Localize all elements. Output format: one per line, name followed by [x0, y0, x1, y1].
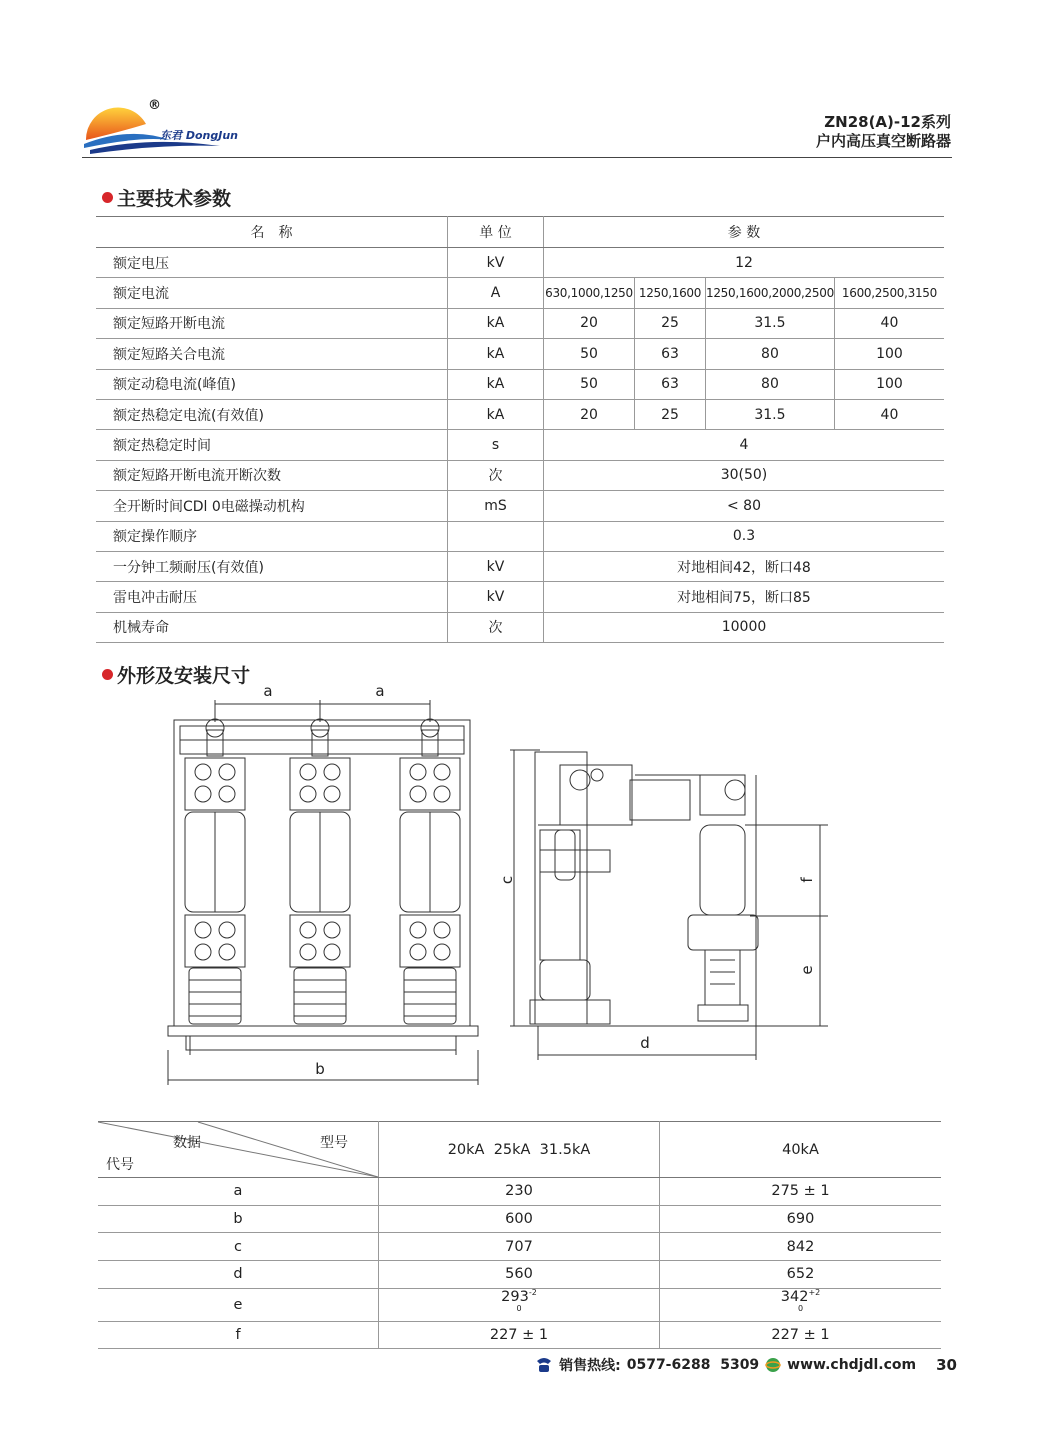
header-col2: 40kA [660, 1122, 942, 1178]
bullet-icon [102, 192, 113, 203]
table-row: 额定短路开断电流开断次数 次 30(50) [96, 460, 944, 490]
table-row: f 227 ± 1 227 ± 1 [98, 1321, 941, 1349]
section-title-dimensions: 外形及安装尺寸 [102, 661, 250, 688]
logo-text: 东君 DongJun [160, 129, 238, 142]
header-name: 名 称 [96, 217, 448, 248]
header-data-label: 数据 [173, 1135, 201, 1151]
params-header-row [96, 217, 944, 248]
tolerance: +2 0 [797, 1287, 821, 1313]
footer [535, 1355, 957, 1375]
table-row: e $293^{-2 0}$ $342^{+2 0}$ [98, 1288, 941, 1321]
params-table [96, 216, 944, 643]
table-row: 雷电冲击耐压 kV 对地相间75，断口85 [96, 582, 944, 612]
dimension-drawing [160, 680, 840, 1085]
dims-header-row [98, 1122, 941, 1178]
table-row: c 707 842 [98, 1233, 941, 1261]
table-row: 额定动稳电流(峰值) kA 50 63 80 100 [96, 369, 944, 399]
header-model-label: 型号 [320, 1135, 348, 1151]
hotline-label: 销售热线: [559, 1358, 621, 1374]
table-row: a 230 275 ± 1 [98, 1178, 941, 1206]
series-name: ZN28(A)-12系列 [824, 113, 951, 131]
website-link[interactable]: www.chdjdl.com [787, 1357, 917, 1373]
dim-label-e: e [798, 965, 816, 975]
section-title-params: 主要技术参数 [102, 184, 231, 211]
dim-label-c: c [498, 875, 516, 885]
table-row: 额定热稳定时间 s 4 [96, 430, 944, 460]
dim-label-a: a [263, 682, 273, 700]
table-row: 额定热稳定电流(有效值) kA 20 25 31.5 40 [96, 399, 944, 429]
product-name: 户内高压真空断路器 [815, 132, 951, 150]
product-title [816, 113, 951, 151]
globe-icon [765, 1357, 781, 1373]
dim-label-f: f [798, 877, 816, 883]
header-divider [82, 157, 952, 158]
hotline-number: 0577-6288 5309 [626, 1357, 760, 1373]
side-view [498, 750, 828, 1060]
table-row: d 560 652 [98, 1261, 941, 1289]
diagonal-header-cell [98, 1122, 379, 1178]
dim-label-a: a [375, 682, 385, 700]
registered-mark: ® [148, 98, 161, 113]
dim-label-d: d [640, 1034, 650, 1052]
table-row: b 600 690 [98, 1205, 941, 1233]
header-code-label: 代号 [106, 1157, 134, 1173]
header-unit: 单 位 [448, 217, 544, 248]
table-row: 一分钟工频耐压(有效值) kV 对地相间42，断口48 [96, 551, 944, 581]
tolerance: -2 0 [516, 1287, 537, 1313]
table-row: 机械寿命 次 10000 [96, 612, 944, 642]
page-number: 30 [936, 1356, 957, 1374]
table-row: 额定操作顺序 0.3 [96, 521, 944, 551]
header-value: 参 数 [544, 217, 945, 248]
header-col1: 20kA 25kA 31.5kA [379, 1122, 660, 1178]
table-row: 全开断时间CDl 0电磁操动机构 mS < 80 [96, 491, 944, 521]
bullet-icon [102, 669, 113, 680]
table-row: 额定短路关合电流 kA 50 63 80 100 [96, 339, 944, 369]
table-row: 额定电压 kV 12 [96, 248, 944, 278]
phone-icon [535, 1357, 553, 1373]
front-view [168, 682, 478, 1085]
table-row: 额定短路开断电流 kA 20 25 31.5 40 [96, 308, 944, 338]
dimensions-table [98, 1121, 941, 1349]
table-row: 额定电流 A 630,1000,1250 1250,1600 1250,1600,2000,2500 1600,2500,3150 [96, 278, 944, 308]
dim-label-b: b [315, 1060, 325, 1078]
